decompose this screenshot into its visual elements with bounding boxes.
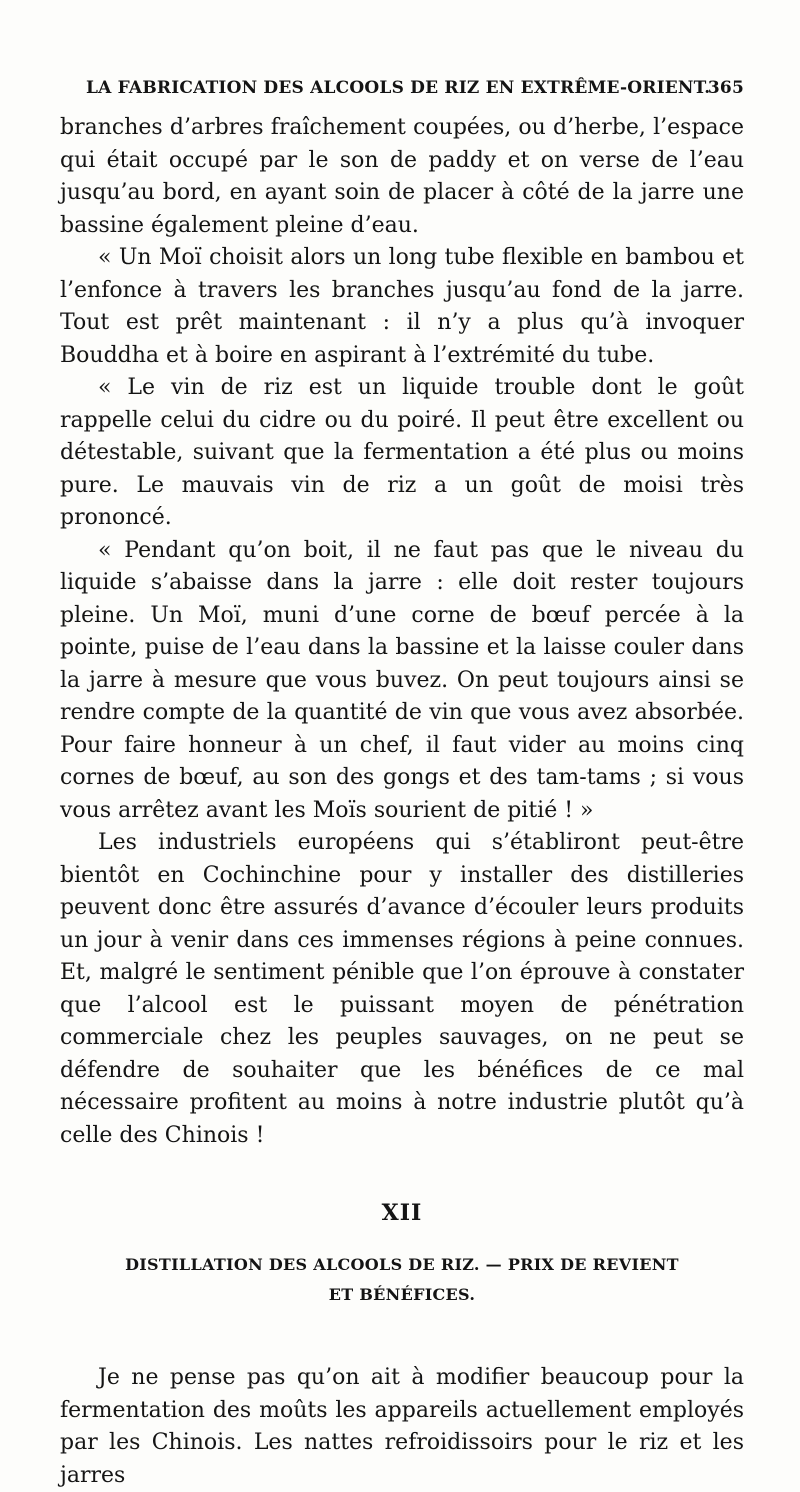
section-header: [60, 1200, 744, 1310]
running-header: [60, 72, 744, 102]
section-number: XII: [381, 1200, 423, 1226]
section-body: [60, 1362, 744, 1492]
book-page: [60, 72, 744, 1492]
section-heading-line: DISTILLATION DES ALCOOLS DE RIZ. — PRIX DE REVIENT: [125, 1255, 679, 1274]
paragraph: « Le vin de riz est un liquide trouble dont le goût rappelle celui du cidre ou du poiré. Il peut être excellent ou détestable, suivant que la fermentation a été plus ou moins pure. Le mauvais vin de riz a un goût de moisi très prononcé.: [60, 375, 744, 530]
paragraph-continuation: branches d’arbres fraîchement coupées, ou d’herbe, l’espace qui était occupé par le son de paddy et on verse de l’eau jusqu’au bord, en ayant soin de placer à côté de la jarre une bassine également pleine d’eau.: [60, 115, 744, 238]
paragraph: « Pendant qu’on boit, il ne faut pas que le niveau du liquide s’abaisse dans la jarre : elle doit rester toujours pleine. Un Moï, muni d’une corne de bœuf percée à la pointe, puise de l’eau dans la bassine et la laisse couler dans la jarre à mesure que vous buvez. On peut toujours ainsi se rendre compte de la quantité de vin que vous avez absorbée. Pour faire honneur à un chef, il faut vider au moins cinq cornes de bœuf, au son des gongs et des tam-tams ; si vous vous arrêtez avant les Moïs sourient de pitié ! »: [60, 537, 744, 823]
page-number: 365: [707, 78, 744, 98]
section-heading: [60, 1250, 744, 1310]
running-title: LA FABRICATION DES ALCOOLS DE RIZ EN EXTRÊME-ORIENT.: [86, 78, 711, 98]
section-heading-line: ET BÉNÉFICES.: [328, 1285, 476, 1304]
paragraph: Je ne pense pas qu’on ait à modifier beaucoup pour la fermentation des moûts les appareils actuellement employés par les Chinois. Les nattes refroidissoirs pour le riz et les jarres: [60, 1365, 744, 1488]
body-text: [60, 112, 744, 1152]
paragraph: « Un Moï choisit alors un long tube flexible en bambou et l’enfonce à travers les branches jusqu’au fond de la jarre. Tout est prêt maintenant : il n’y a plus qu’à invoquer Bouddha et à boire en aspirant à l’extrémité du tube.: [60, 245, 744, 368]
paragraph: Les industriels européens qui s’établiront peut-être bientôt en Cochinchine pour y installer des distilleries peuvent donc être assurés d’avance d’écouler leurs produits un jour à venir dans ces immenses régions à peine connues. Et, malgré le sentiment pénible que l’on éprouve à constater que l’alcool est le puissant moyen de pénétration commerciale chez les peuples sauvages, on ne peut se défendre de souhaiter que les bénéfices de ce mal nécessaire profitent au moins à notre industrie plutôt qu’à celle des Chinois !: [60, 830, 744, 1148]
